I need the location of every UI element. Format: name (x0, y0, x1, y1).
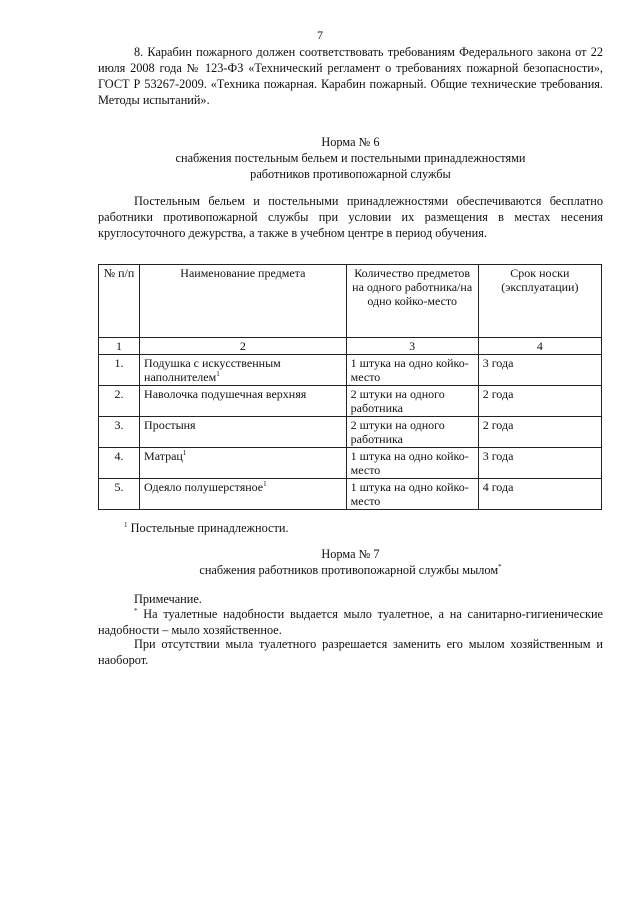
row-term: 2 года (478, 417, 601, 448)
norm6-subtitle-line2: работников противопожарной службы (250, 167, 451, 181)
note-mark: * (134, 607, 138, 615)
row-item-name (140, 417, 347, 448)
column-index: 2 (140, 338, 347, 355)
header-quantity: Количество предметов на одного работника/на одно койко-место (346, 265, 478, 338)
note-1-text: На туалетные надобности выдается мыло туалетное, а на санитарно-гигиенические надобности – мыло хозяйственное. (98, 607, 604, 637)
norm6-title: Норма № 6 (321, 135, 380, 149)
row-quantity: 1 штука на одно койко-место (346, 479, 478, 510)
row-quantity: 1 штука на одно койко-место (346, 448, 478, 479)
table-header-row (99, 265, 602, 338)
column-index: 4 (478, 338, 601, 355)
table-row (99, 355, 602, 386)
norm7-subtitle-text: снабжения работников противопожарной службы мылом (199, 563, 499, 577)
row-item-name (140, 448, 347, 479)
norm6-table (98, 264, 602, 510)
item-name-text: Подушка с искусственным наполнителем (144, 356, 281, 384)
footnote-mark: 1 (124, 521, 128, 529)
row-quantity: 2 штуки на одного работника (346, 417, 478, 448)
table-row (99, 479, 602, 510)
item-name-text: Простыня (144, 418, 196, 432)
row-item-name (140, 479, 347, 510)
norm6-intro: Постельным бельем и постельными принадлежностями обеспечиваются бесплатно работники противопожарной службы при условии их размещения в местах несения круглосуточного дежурства, а также в учебном центре в период обучения. (98, 194, 603, 240)
column-index: 1 (99, 338, 140, 355)
row-num: 5. (99, 479, 140, 510)
page-number: 7 (317, 28, 323, 42)
norm7-title: Норма № 7 (321, 547, 380, 561)
item-name-text: Матрац (144, 449, 183, 463)
row-num: 4. (99, 448, 140, 479)
table-column-index-row (99, 338, 602, 355)
footnote-ref: 1 (182, 449, 187, 457)
item-name-text: Наволочка подушечная верхняя (144, 387, 307, 401)
norm6-subtitle-line1: снабжения постельным бельем и постельными принадлежностями (175, 151, 526, 165)
note-paragraph-1 (98, 606, 603, 638)
header-name: Наименование предмета (140, 265, 347, 338)
column-index: 3 (346, 338, 478, 355)
header-term: Срок носки (эксплуатации) (478, 265, 601, 338)
header-num: № п/п (99, 265, 140, 338)
footnote-text: Постельные принадлежности. (130, 521, 289, 535)
row-num: 2. (99, 386, 140, 417)
table-row (99, 417, 602, 448)
footnote-ref: 1 (216, 370, 220, 378)
norm7-subtitle-mark: * (498, 563, 502, 571)
row-term: 4 года (478, 479, 601, 510)
footnote-ref: 1 (263, 480, 267, 488)
note-paragraph-2: При отсутствии мыла туалетного разрешается заменить его мылом хозяйственным и наоборот. (98, 637, 603, 667)
row-num: 3. (99, 417, 140, 448)
footnote (124, 521, 289, 536)
row-term: 3 года (478, 448, 601, 479)
norm7-subtitle (98, 562, 603, 578)
row-item-name (140, 386, 347, 417)
row-item-name (140, 355, 347, 386)
row-quantity: 1 штука на одно койко-место (346, 355, 478, 386)
note-heading: Примечание. (134, 592, 202, 606)
row-term: 2 года (478, 386, 601, 417)
item-name-text: Одеяло полушерстяное (144, 480, 264, 494)
paragraph-8: 8. Карабин пожарного должен соответствовать требованиям Федерального закона от 22 июля 2008 года № 123-ФЗ «Технический регламент о требованиях пожарной безопасности», ГОСТ Р 53267-2009. «Техника пожарная. Карабин пожарный. Общие технические требования. Методы испытаний». (98, 45, 603, 107)
row-term: 3 года (478, 355, 601, 386)
row-quantity: 2 штуки на одного работника (346, 386, 478, 417)
row-num: 1. (99, 355, 140, 386)
table-row (99, 448, 602, 479)
table-row (99, 386, 602, 417)
